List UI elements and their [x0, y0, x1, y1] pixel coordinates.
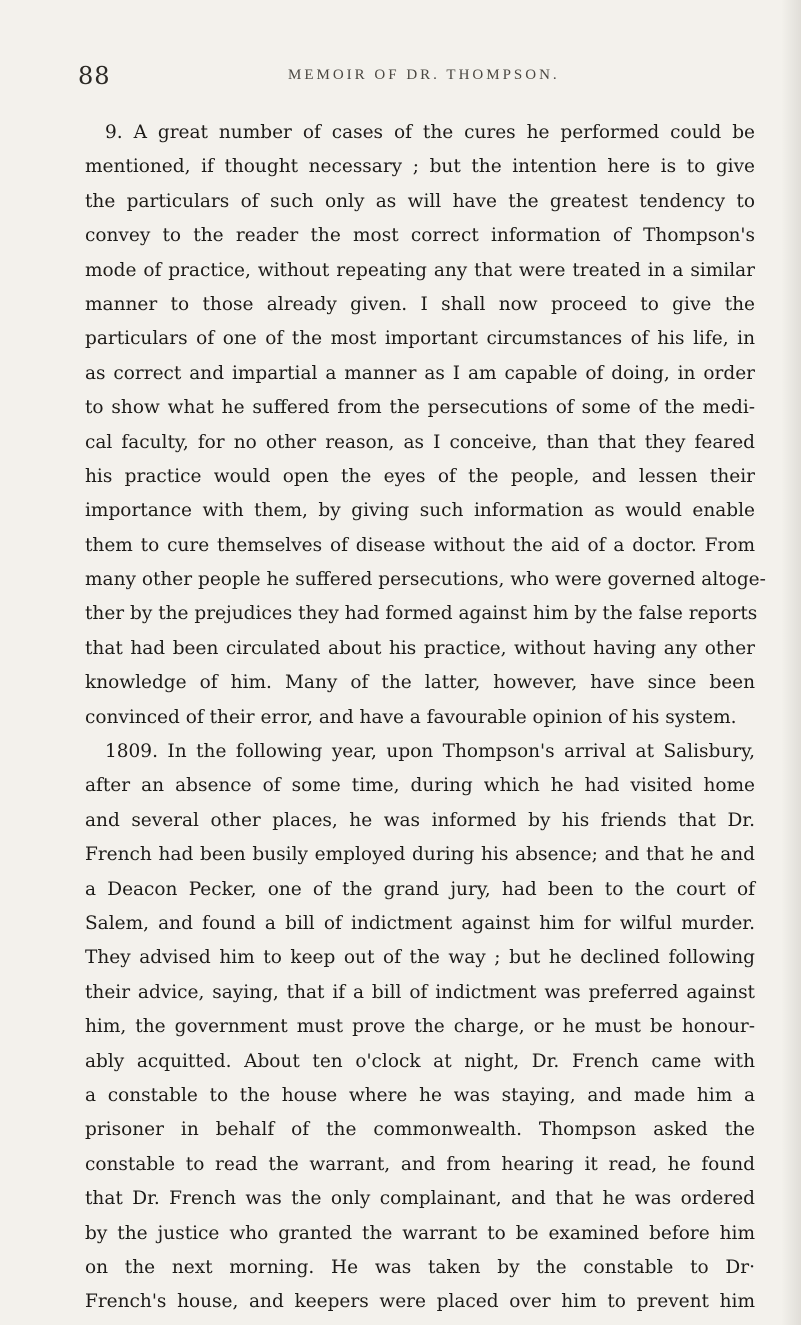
text-line: constable to read the warrant, and from hearing it read, he found [85, 1153, 755, 1175]
running-title: MEMOIR OF DR. THOMPSON. [288, 67, 560, 83]
text-line: Salem, and found a bill of indictment against him for wilful murder. [85, 912, 755, 934]
text-line: They advised him to keep out of the way ; but he declined following [85, 947, 755, 969]
text-line: to show what he suffered from the persecutions of some of the medi- [85, 397, 755, 419]
text-line: ther by the prejudices they had formed against him by the false reports [85, 603, 758, 625]
text-line: mentioned, if thought necessary ; but the intention here is to give [85, 156, 755, 178]
text-line: on the next morning. He was taken by the constable to Dr· [85, 1256, 755, 1278]
text-line: a Deacon Pecker, one of the grand jury, had been to the court of [85, 878, 755, 900]
text-line: 1809. In the following year, upon Thompson's arrival at Salisbury, [105, 741, 755, 763]
text-line: that had been circulated about his practice, without having any other [85, 637, 755, 659]
text-line: 9. A great number of cases of the cures he performed could be [105, 122, 755, 143]
text-line: that Dr. French was the only complainant, and that he was ordered [85, 1188, 755, 1210]
text-line: and several other places, he was informed by his friends that Dr. [85, 809, 755, 831]
text-line: importance with them, by giving such information as would enable [85, 500, 755, 522]
text-line: him, the government must prove the charge, or he must be honour- [85, 1016, 755, 1038]
text-line: them to cure themselves of disease without the aid of a doctor. From [85, 534, 755, 556]
text-line: his practice would open the eyes of the people, and lessen their [85, 465, 755, 487]
body-text [85, 116, 766, 1320]
text-line: the particulars of such only as will have the greatest tendency to [85, 190, 755, 212]
text-line: many other people he suffered persecutions, who were governed altoge- [85, 569, 766, 591]
text-line: cal faculty, for no other reason, as I conceive, than that they feared [85, 431, 755, 453]
text-line: mode of practice, without repeating any that were treated in a similar [85, 259, 755, 281]
page-edge-shadow [781, 0, 801, 1325]
text-line: a constable to the house where he was staying, and made him a [85, 1084, 755, 1106]
text-line: after an absence of some time, during which he had visited home [85, 775, 755, 797]
text-line: prisoner in behalf of the commonwealth. Thompson asked the [85, 1119, 755, 1141]
text-line: by the justice who granted the warrant to be examined before him [85, 1222, 755, 1244]
text-line: manner to those already given. I shall now proceed to give the [85, 293, 755, 315]
text-line: convey to the reader the most correct information of Thompson's [85, 225, 755, 247]
text-line: their advice, saying, that if a bill of indictment was preferred against [85, 981, 755, 1003]
text-line: as correct and impartial a manner as I am capable of doing, in order [85, 362, 755, 384]
text-line: French had been busily employed during his absence; and that he and [85, 844, 755, 866]
text-line: convinced of their error, and have a favourable opinion of his system. [85, 706, 737, 728]
text-line: knowledge of him. Many of the latter, however, have since been [85, 672, 755, 694]
text-line: particulars of one of the most important circumstances of his life, in [85, 328, 755, 350]
text-line: French's house, and keepers were placed over him to prevent him [85, 1291, 755, 1313]
text-line: ably acquitted. About ten o'clock at night, Dr. French came with [85, 1050, 755, 1072]
page-number: 88 [78, 62, 111, 90]
